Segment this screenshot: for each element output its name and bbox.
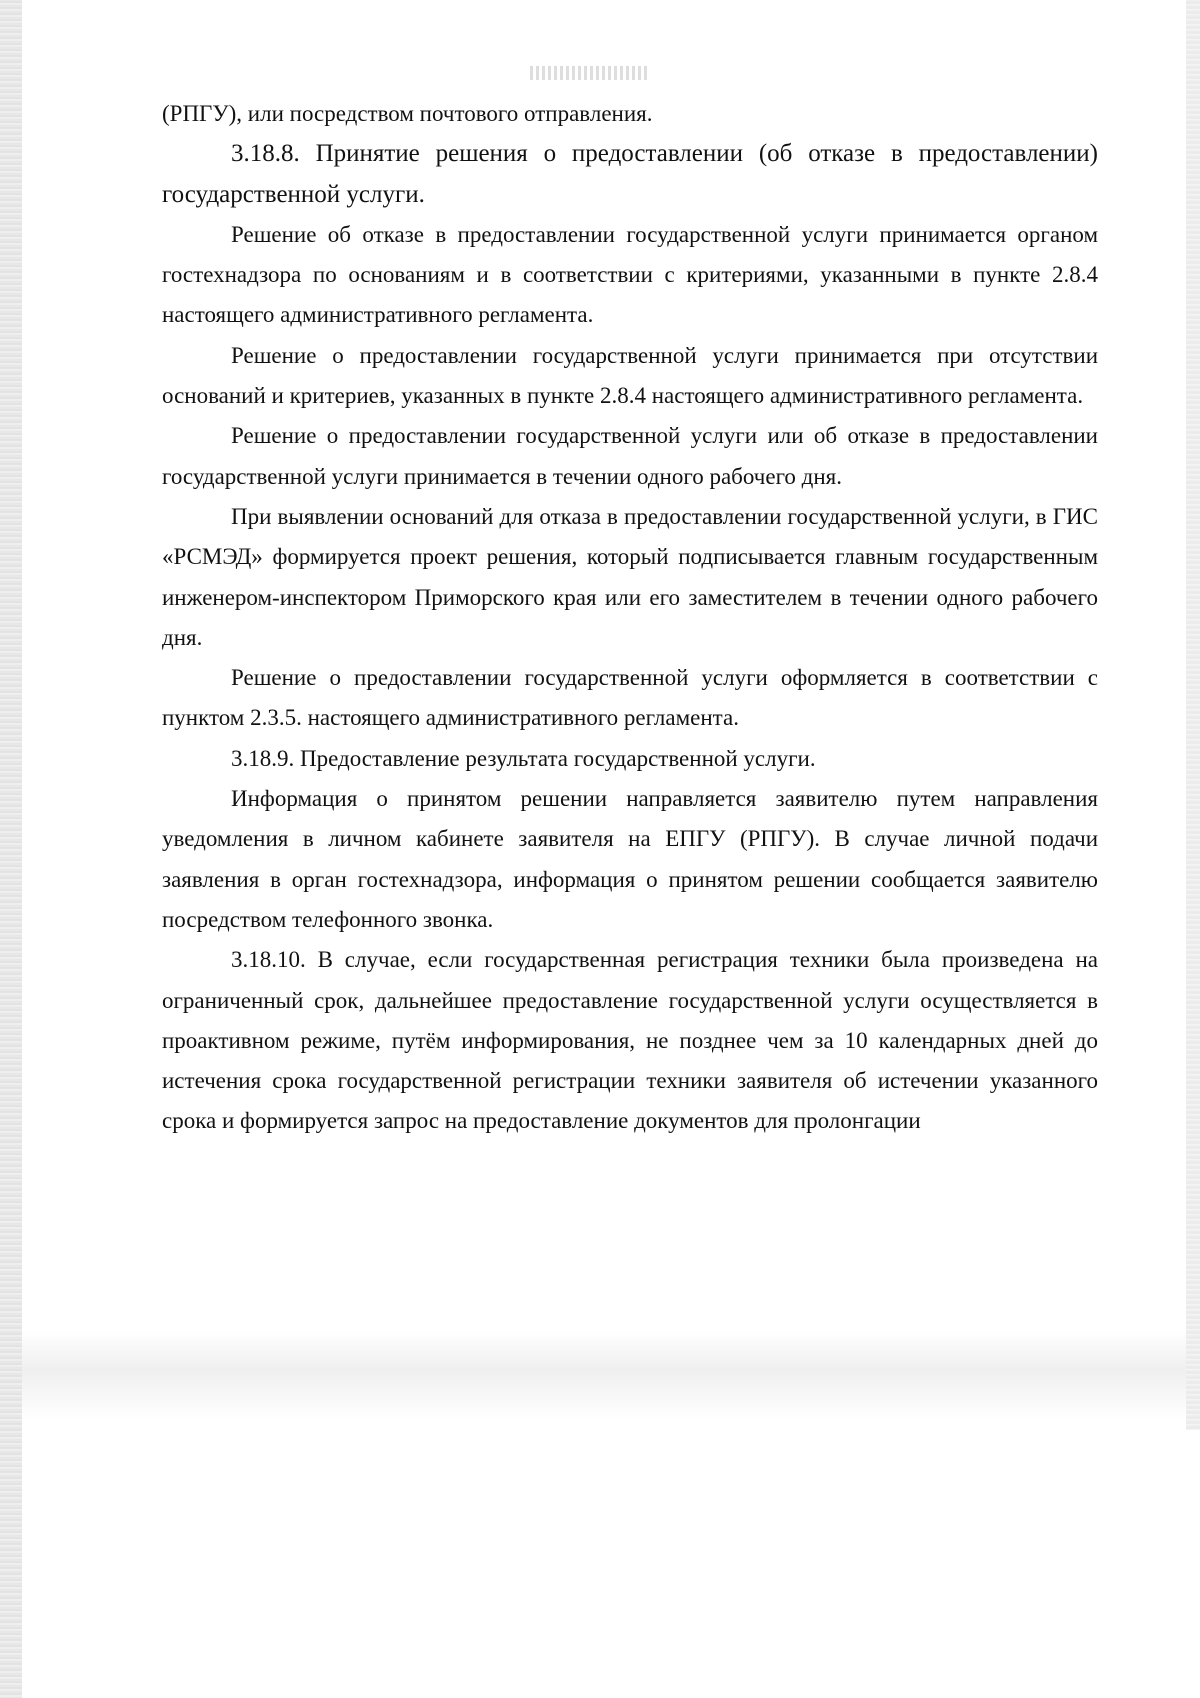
scan-edge-left bbox=[0, 0, 22, 1698]
paragraph-notification: Информация о принятом решении направляется заявителю путем направления уведомления в личном кабинете заявителя на ЕПГУ (РПГУ). В случае личной подачи заявления в орган гостехнадзора, информация о принятом решении сообщается заявителю посредством телефонного звонка. bbox=[162, 786, 1098, 932]
document-body bbox=[162, 94, 1098, 1142]
paragraph-continuation: (РПГУ), или посредством почтового отправления. bbox=[162, 101, 653, 126]
paragraph-decision-form: Решение о предоставлении государственной услуги оформляется в соответствии с пунктом 2.3.5. настоящего административного регламента. bbox=[162, 665, 1098, 731]
scan-artifact-band bbox=[22, 1330, 1186, 1420]
paragraph-refusal-grounds: При выявлении оснований для отказа в предоставлении государственной услуги, в ГИС «РСМЭД» формируется проект решения, который подписывается главным государственным инженером-инспектором Приморского края или его заместителем в течении одного рабочего дня. bbox=[162, 503, 1098, 650]
paragraph-refusal-decision: Решение об отказе в предоставлении государственной услуги принимается органом гостехнадзора по основаниям и в соответствии с критериями, указанными в пункте 2.8.4 настоящего административного регламента. bbox=[162, 221, 1098, 328]
paragraph-decision-timing: Решение о предоставлении государственной услуги или об отказе в предоставлении государственной услуги принимается в течении одного рабочего дня. bbox=[162, 423, 1098, 489]
scan-edge-right bbox=[1186, 0, 1200, 1430]
section-heading-3-18-8: 3.18.8. Принятие решения о предоставлении (об отказе в предоставлении) государственной услуги. bbox=[162, 140, 1098, 208]
faint-stamp-mark bbox=[530, 66, 650, 80]
paragraph-grant-decision: Решение о предоставлении государственной услуги принимается при отсутствии оснований и критериев, указанных в пункте 2.8.4 настоящего административного регламента. bbox=[162, 342, 1098, 409]
section-heading-3-18-9: 3.18.9. Предоставление результата государственной услуги. bbox=[231, 745, 816, 771]
paragraph-3-18-10: 3.18.10. В случае, если государственная регистрация техники была произведена на ограниченный срок, дальнейшее предоставление государственной услуги осуществляется в проактивном режиме, путём информирования, не позднее чем за 10 календарных дней до истечения срока государственной регистрации техники заявителя об истечении указанного срока и формируется запрос на предоставление документов для пролонгации bbox=[162, 947, 1098, 1134]
